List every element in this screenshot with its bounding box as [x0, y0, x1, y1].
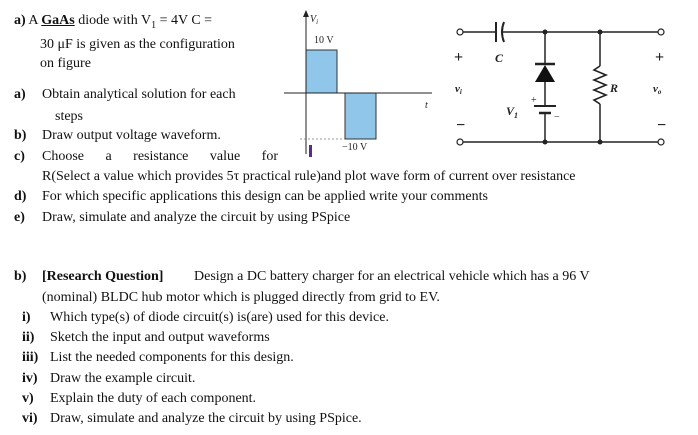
input-terminal-bottom — [457, 139, 463, 145]
input-voltage-label: vi — [455, 83, 462, 96]
time-axis-label: t — [425, 100, 428, 111]
part-a-item-a — [14, 85, 236, 104]
part-b-label: b) — [14, 269, 27, 284]
item-label: b) — [14, 128, 27, 143]
research-question-title: [Research Question] — [42, 269, 164, 284]
part-a-item-c — [14, 147, 278, 166]
intro-rest-2: = 4V C = — [156, 13, 213, 28]
resistor-symbol — [594, 66, 606, 104]
item-label: a) — [14, 87, 26, 102]
item-text: Draw output voltage waveform. — [42, 128, 221, 143]
part-a-intro-line1 — [14, 11, 212, 35]
diode-symbol — [535, 65, 555, 82]
v1-subscript: 1 — [151, 19, 157, 31]
item-text: Draw the example circuit. — [50, 371, 196, 386]
output-minus-sign: − — [657, 117, 667, 134]
item-text: Draw, simulate and analyze the circuit by using PSpice. — [50, 411, 362, 426]
input-minus-sign: − — [456, 117, 466, 134]
item-label: i) — [22, 310, 31, 325]
positive-pulse — [306, 50, 337, 93]
item-text: Obtain analytical solution for each — [42, 87, 236, 102]
clamper-circuit — [440, 10, 690, 165]
intro-rest-1: diode with V — [74, 13, 152, 28]
part-a-label: a) — [14, 13, 26, 28]
item-label: vi) — [22, 411, 38, 426]
part-b-heading — [14, 267, 686, 286]
item-label: e) — [14, 210, 25, 225]
part-a-item-e — [14, 208, 351, 227]
capacitor-label: C — [495, 51, 504, 65]
item-label: d) — [14, 189, 27, 204]
device-name: GaAs — [41, 13, 75, 28]
part-a-intro-line2: 30 μF is given as the configuration — [40, 37, 235, 52]
input-plus-sign: + — [454, 49, 464, 66]
part-b-item-i — [22, 308, 389, 327]
item-text: Choose a resistance value for — [42, 149, 278, 164]
input-terminal-top — [457, 29, 463, 35]
negative-pulse — [345, 93, 376, 139]
input-waveform — [280, 8, 440, 163]
positive-level-label: 10 V — [314, 35, 334, 46]
origin-marker — [309, 145, 312, 157]
item-label: iv) — [22, 371, 38, 386]
battery-plus-sign: + — [531, 95, 537, 106]
item-label: iii) — [22, 350, 39, 365]
resistor-label: R — [610, 81, 619, 95]
part-b-line1: Design a DC battery charger for an electrical vehicle which has a 96 V — [194, 269, 590, 284]
part-b-item-ii — [22, 328, 270, 347]
item-text: Which type(s) of diode circuit(s) is(are) used for this device. — [50, 310, 389, 325]
part-b-line2: (nominal) BLDC hub motor which is plugged directly from grid to EV. — [42, 290, 440, 305]
vertical-axis-arrow — [303, 10, 309, 17]
part-a-intro-line3: on figure — [40, 56, 91, 71]
part-b-item-iv — [22, 369, 196, 388]
output-plus-sign: + — [655, 49, 665, 66]
part-b-item-iii — [22, 348, 294, 367]
item-label: ii) — [22, 330, 35, 345]
part-b-item-vi — [22, 409, 362, 428]
axis-label: $V_i$ — [310, 14, 319, 26]
battery-minus-sign: − — [554, 112, 560, 123]
part-a-item-a-continued: steps — [55, 109, 83, 124]
output-terminal-bottom — [658, 139, 664, 145]
part-a-item-c-continued: R(Select a value which provides 5τ practical rule)and plot wave form of current over resistance — [42, 169, 576, 184]
item-text: Draw, simulate and analyze the circuit by using PSpice — [42, 210, 351, 225]
item-text: For which specific applications this design can be applied write your comments — [42, 189, 488, 204]
item-label: c) — [14, 149, 25, 164]
item-text: Explain the duty of each component. — [50, 391, 257, 406]
part-a-item-d — [14, 187, 488, 206]
item-label: v) — [22, 391, 34, 406]
item-text: List the needed components for this design. — [50, 350, 294, 365]
intro-prefix: A — [28, 13, 42, 28]
output-terminal-top — [658, 29, 664, 35]
negative-level-label: −10 V — [342, 142, 368, 153]
output-voltage-label: vo — [653, 83, 662, 96]
part-b-item-v — [22, 389, 257, 408]
diode-voltage-label: $V_1$ — [506, 104, 519, 120]
part-a-item-b — [14, 126, 221, 145]
item-text: Sketch the input and output waveforms — [50, 330, 270, 345]
